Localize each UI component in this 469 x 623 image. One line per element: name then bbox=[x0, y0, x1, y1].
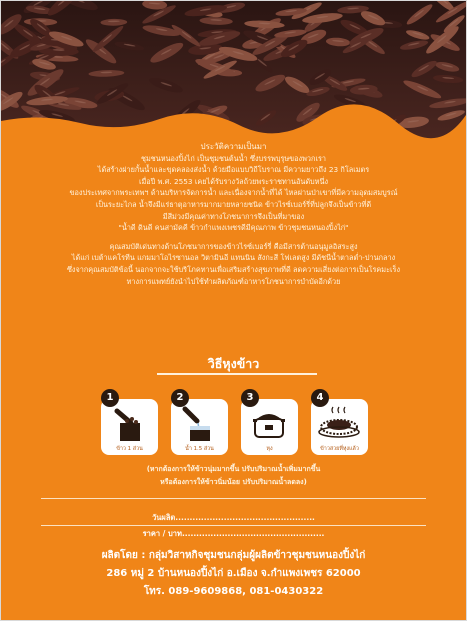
price-field: ราคา / บาท.................................................. bbox=[142, 529, 325, 538]
step-3 bbox=[241, 389, 298, 453]
water-adjust-note bbox=[1, 463, 466, 489]
history-heading: ประวัติความเป็นมา bbox=[200, 142, 267, 151]
step-number: 1 bbox=[101, 389, 119, 407]
step-number: 2 bbox=[171, 389, 189, 407]
step-number: 3 bbox=[241, 389, 259, 407]
note-line: หรือต้องการให้ข้าวนิ่มน้อย ปรับปริมาณน้ำลดลง) bbox=[160, 478, 307, 486]
benefits-line: คุณสมบัติเด่นทางด้านโภชนาการของข้าวไรซ์เบอร์รี่ คือมีสารต้านอนุมูลอิสระสูง bbox=[109, 241, 358, 251]
divider bbox=[41, 525, 426, 526]
history-line: ชุมชนหนองปิ้งไก่ เป็นชุมชนต้นน้ำ ซึ่งบรรพบุรุษของพวกเรา bbox=[141, 153, 326, 163]
benefits-line: ทางการแพทย์ยังนำไปใช้ทำผลิตภัณฑ์อาหารโภชนาการบำบัดอีกด้วย bbox=[126, 276, 341, 286]
cooking-method-title: วิธีหุงข้าว bbox=[207, 356, 260, 371]
benefits-line: ได้แก่ เบต้าแคโรทีน แกมมาโอไรซานอล วิตามินอี แทนนิน สังกะสี โฟเลตสูง มีดัชนีน้ำตาลต่ำ-ปานกลาง bbox=[71, 253, 396, 263]
label-content bbox=[1, 141, 466, 620]
rice-grains-photo bbox=[1, 1, 466, 139]
title-underline bbox=[157, 373, 317, 375]
history-line: เมื่อปี พ.ศ. 2553 เคยได้รับรางวัลถ้วยพระราชทานอันดับหนึ่ง bbox=[138, 176, 329, 186]
step-caption: ข้าว 1 ส่วน bbox=[116, 446, 143, 452]
history-line: เป็นระยะไกล น้ำจึงมีแร่ธาตุอาหารมากมายหลายชนิด ข้าวไรซ์เบอร์รี่ที่ปลูกจึงเป็นข้าวที่ดี bbox=[95, 199, 372, 209]
producer-name: ผลิตโดย : กลุ่มวิสาหกิจชุมชนกลุ่มผู้ผลิตข้าวชุมชนหนองปิ้งไก่ bbox=[101, 550, 366, 561]
history-section bbox=[1, 141, 466, 287]
benefits-line: ซึ่งจากคุณสมบัติข้อนี้ นอกจากจะใช้บริโภคทานเพื่อเสริมสร้างสุขภาพที่ดี ลดความเสี่ยงต่อการเป็นโรคมะเร็ง bbox=[66, 264, 401, 274]
history-line: มีสีม่วงมีคุณค่าทางโภชนาการจึงเป็นที่มาของ bbox=[162, 211, 305, 221]
producer-address: 286 หมู่ 2 บ้านหนองปิ้งไก่ อ.เมือง จ.กำแพงเพชร 62000 bbox=[106, 568, 361, 579]
divider bbox=[41, 498, 426, 499]
history-line: ของประเทศจากพระเทพฯ ด้านบริหารจัดการน้ำ และเนื่องจากน้ำที่ได้ ไหลผ่านป่าเขาที่มีความอุดมสมบูรณ์ bbox=[69, 188, 398, 198]
cooking-steps bbox=[101, 381, 369, 456]
note-line: (หากต้องการให้ข้าวนุ่มมากขึ้น ปรับปริมาณน้ำเพิ่มมากขึ้น bbox=[146, 465, 321, 473]
step-2 bbox=[171, 389, 228, 453]
step-1 bbox=[101, 389, 158, 453]
step-4 bbox=[311, 389, 368, 453]
history-line: ได้สร้างฝายกั้นน้ำและขุดคลองส่งน้ำ ด้วยมือแบบวิถีโบราณ มีความยาวถึง 23 กิโลเมตร bbox=[97, 165, 370, 175]
step-caption: น้ำ 1.5 ส่วน bbox=[185, 446, 214, 452]
step-caption: หุง bbox=[266, 446, 273, 452]
step-caption: ข้าวสวยที่หุงแล้ว bbox=[320, 446, 359, 452]
producer-phone: โทร. 089-9609868, 081-0430322 bbox=[143, 586, 324, 597]
step-number: 4 bbox=[311, 389, 329, 407]
history-slogan: "น้ำดี ดินดี คนสามัคคี ข้าวกำแพงเพชรดีมีคุณภาพ ข้าวชุมชนหนองปิ้งไก่" bbox=[118, 223, 349, 233]
producer-info bbox=[1, 527, 466, 601]
production-date-field: วันผลิต................................................. bbox=[152, 513, 315, 522]
